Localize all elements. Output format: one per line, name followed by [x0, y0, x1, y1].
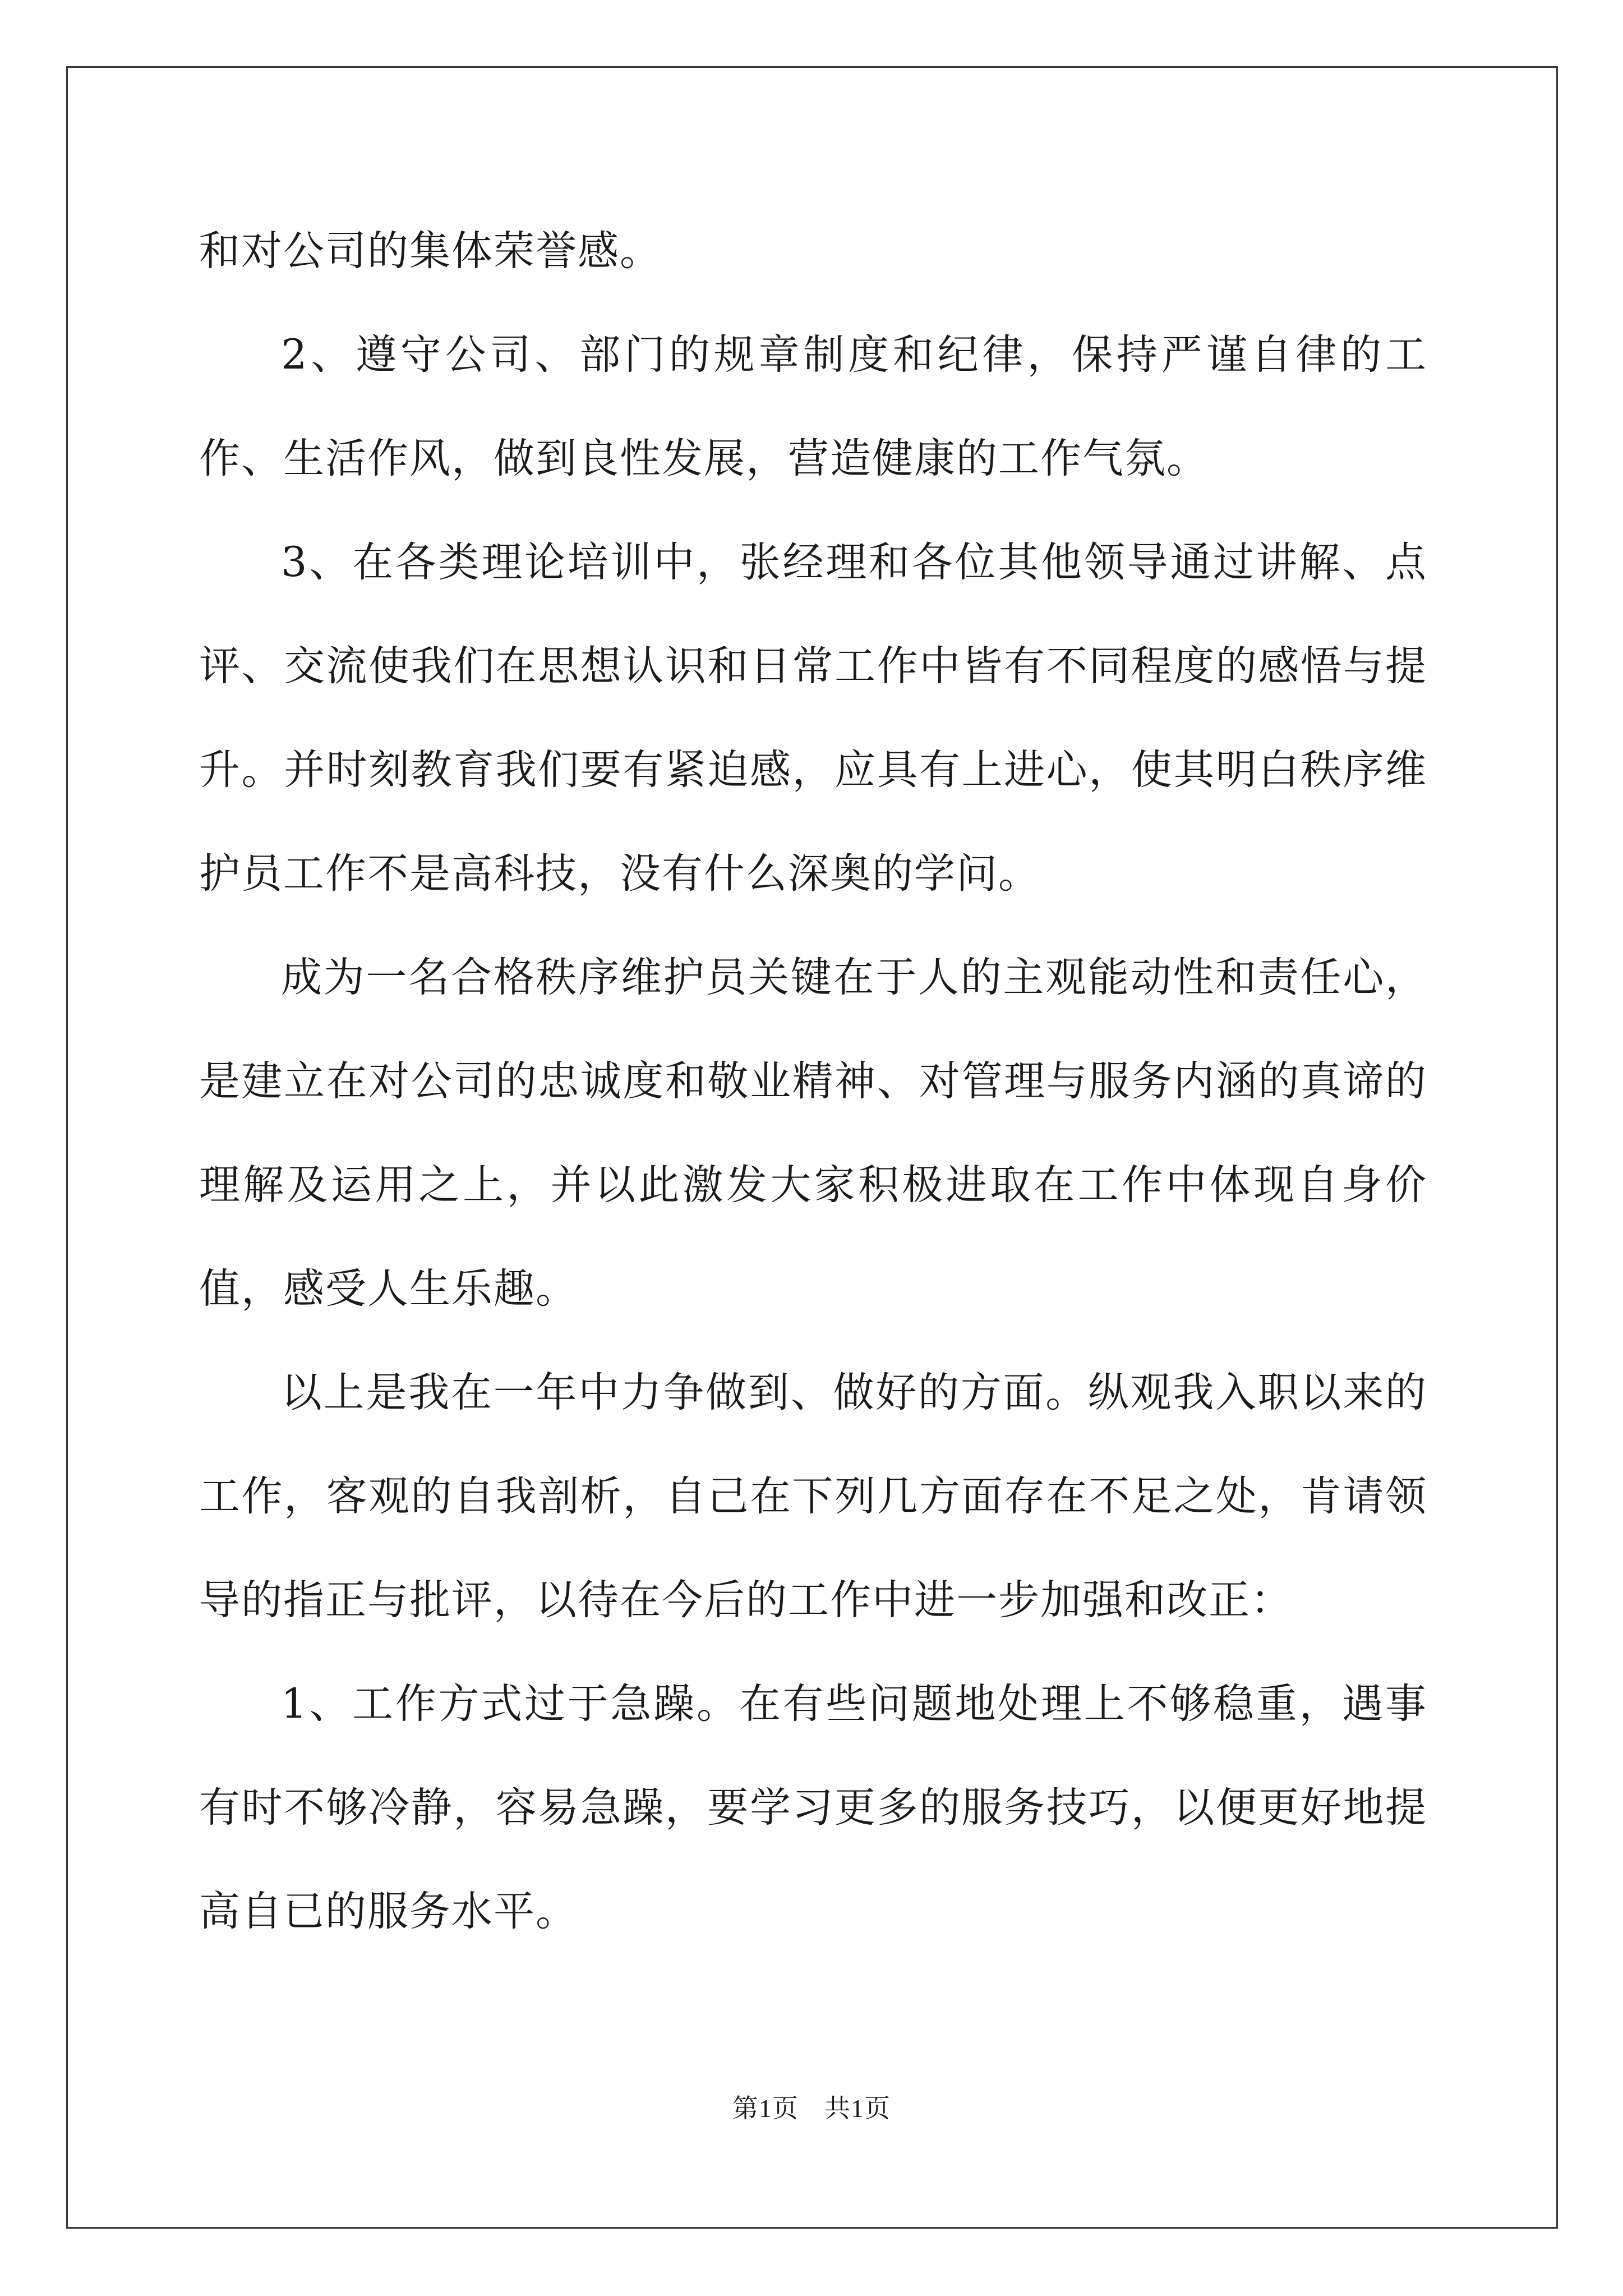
paragraph: 2、遵守公司、部门的规章制度和纪律，保持严谨自律的工作、生活作风，做到良性发展，营造健康的工作气氛。 — [199, 331, 1427, 482]
page-footer — [0, 2088, 1623, 2125]
page-total: 共1页 — [824, 2094, 891, 2123]
paragraph: 和对公司的集体荣誉感。 — [199, 227, 662, 275]
document-body — [199, 199, 1427, 1963]
paragraph: 以上是我在一年中力争做到、做好的方面。纵观我入职以来的工作，客观的自我剖析，自己在下列几方面存在不足之处，肯请领导的指正与批评，以待在今后的工作中进一步加强和改正： — [199, 1369, 1427, 1624]
paragraph: 3、在各类理论培训中，张经理和各位其他领导通过讲解、点评、交流使我们在思想认识和日常工作中皆有不同程度的感悟与提升。并时刻教育我们要有紧迫感，应具有上进心，使其明白秩序维护员工作不是高科技，没有什么深奥的学问。 — [199, 539, 1427, 898]
page-number: 第1页 — [732, 2094, 799, 2123]
paragraph: 1、工作方式过于急躁。在有些问题地处理上不够稳重，遇事有时不够冷静，容易急躁，要学习更多的服务技巧，以便更好地提高自已的服务水平。 — [199, 1680, 1427, 1935]
paragraph: 成为一名合格秩序维护员关键在于人的主观能动性和责任心，是建立在对公司的忠诚度和敬业精神、对管理与服务内涵的真谛的理解及运用之上，并以此激发大家积极进取在工作中体现自身价值，感受人生乐趣。 — [199, 954, 1427, 1313]
